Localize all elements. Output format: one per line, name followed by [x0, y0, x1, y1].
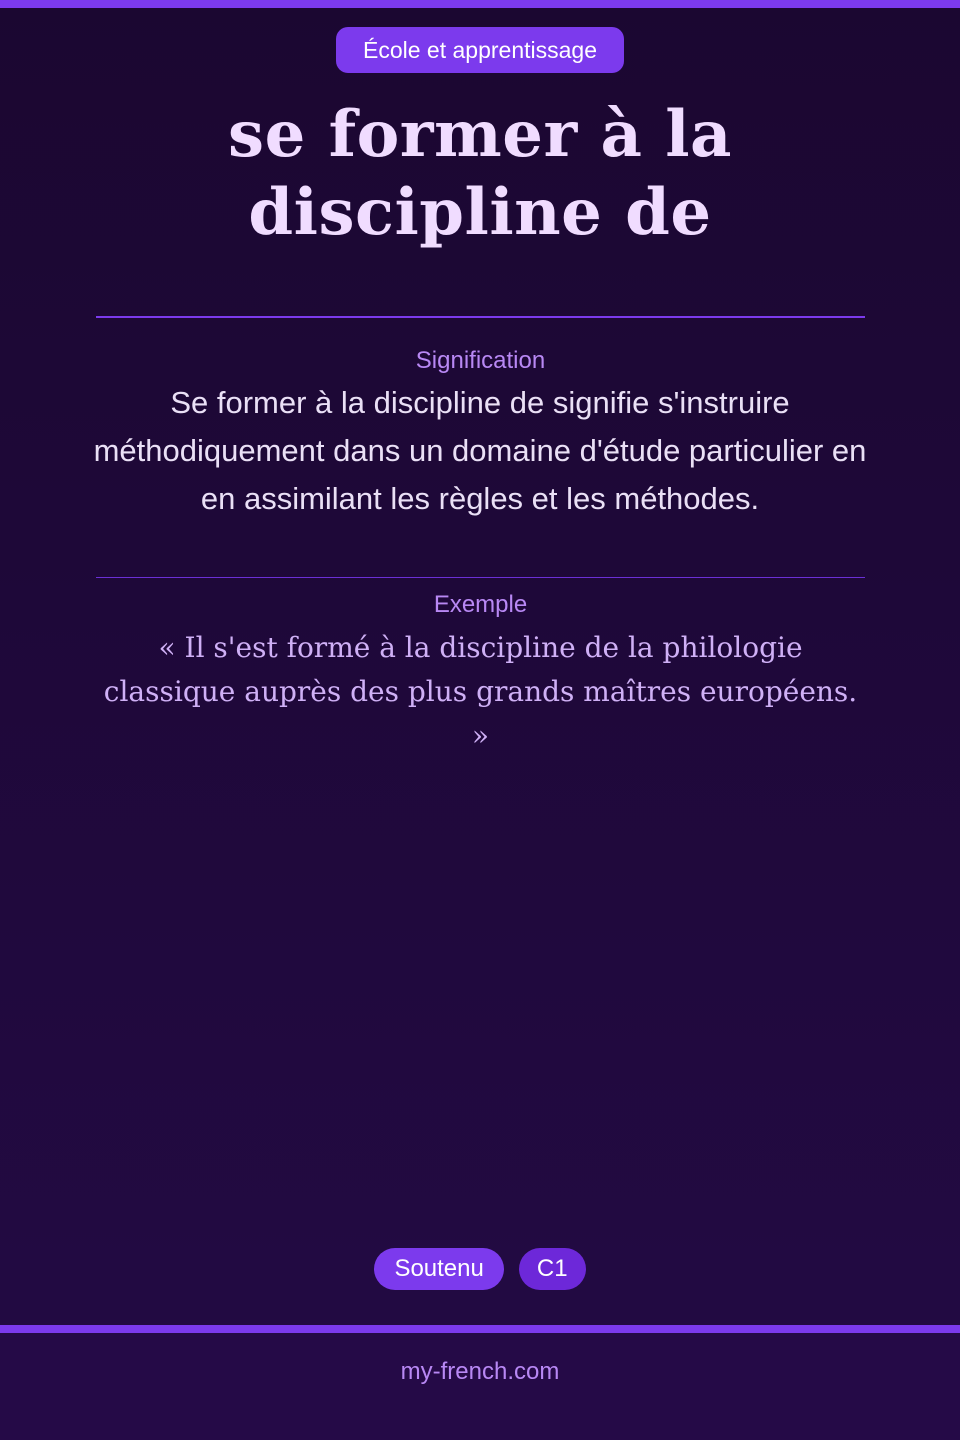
example-divider: [96, 577, 865, 578]
footer-accent-bar: [0, 1325, 960, 1333]
register-tag: Soutenu: [374, 1248, 503, 1290]
top-accent-bar: [0, 0, 960, 8]
meaning-divider: [96, 316, 865, 318]
tag-list: [0, 1248, 960, 1290]
example-text: « Il s'est formé à la discipline de la philologie classique auprès des plus grands maîtres européens. »: [103, 631, 858, 752]
site-name: my-french.com: [400, 1358, 560, 1385]
level-tag: C1: [519, 1248, 586, 1290]
meaning-text: Se former à la discipline de signifie s'instruire méthodiquement dans un domaine d'étude particulier en en assimilant les règles et les méthodes.: [93, 385, 867, 516]
category-badge: École et apprentissage: [336, 27, 624, 73]
meaning-label: Signification: [415, 347, 546, 374]
expression-title: se former à la discipline de: [228, 97, 732, 250]
example-label: Exemple: [433, 591, 528, 618]
